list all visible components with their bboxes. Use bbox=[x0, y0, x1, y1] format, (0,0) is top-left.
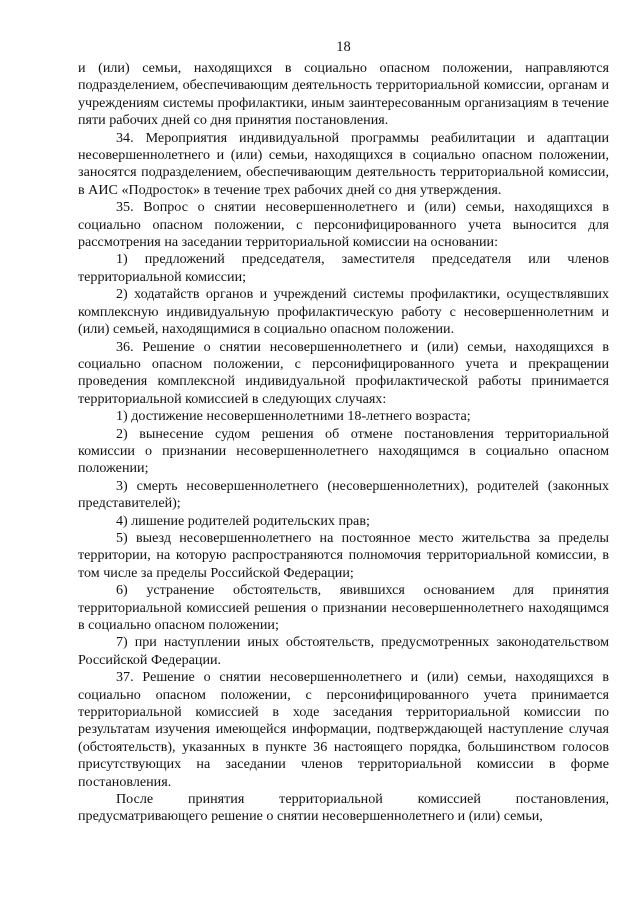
paragraph-item-35-sub-1: 1) предложений председателя, заместителя председателя или членов территориальной комиссии; bbox=[78, 251, 609, 285]
paragraph-item-34: 34. Мероприятия индивидуальной программы реабилитации и адаптации несовершеннолетнего и (или) семьи, находящихся в социально опасном положении, заносятся подразделением, обеспечивающим деятельность территориальной комиссии, в АИС «Подросток» в течение трех рабочих дней со дня утверждения. bbox=[78, 129, 609, 198]
paragraph-item-35-sub-2: 2) ходатайств органов и учреждений системы профилактики, осуществлявших комплексную индивидуальную профилактическую работу с несовершеннолетним и (или) семьей, находящимися в социально опасном положении. bbox=[78, 286, 609, 338]
paragraph-item-36-sub-2: 2) вынесение судом решения об отмене постановления территориальной комиссии о признании несовершеннолетнего находящимся в социально опасном положении; bbox=[78, 425, 609, 477]
document-page bbox=[78, 38, 609, 826]
paragraph-item-36-sub-4: 4) лишение родителей родительских прав; bbox=[116, 512, 370, 529]
paragraph-item-36: 36. Решение о снятии несовершеннолетнего и (или) семьи, находящихся в социально опасном положении, с персонифицированного учета и прекращении проведения комплексной индивидуальной профилактической работы принимается территориальной комиссией в следующих случаях: bbox=[78, 338, 609, 407]
page-number: 18 bbox=[336, 39, 351, 55]
paragraph-item-35: 35. Вопрос о снятии несовершеннолетнего и (или) семьи, находящихся в социально опасном положении, с персонифицированного учета выносится для рассмотрения на заседании территориальной комиссии на основании: bbox=[78, 199, 609, 251]
document-body bbox=[78, 60, 609, 826]
paragraph-after-37: После принятия территориальной комиссией постановления, предусматривающего решение о снятии несовершеннолетнего и (или) семьи, bbox=[78, 791, 609, 825]
paragraph-item-36-sub-6: 6) устранение обстоятельств, явившихся основанием для принятия территориальной комиссией решения о признании несовершеннолетнего находящимся в социально опасном положении; bbox=[78, 582, 609, 633]
paragraph-item-37: 37. Решение о снятии несовершеннолетнего и (или) семьи, находящихся в социально опасном положении, с персонифицированного учета принимается территориальной комиссией в ходе заседания территориальной комиссии по результатам изучения имеющейся информации, подтверждающей наступление случая (обстоятельств), указанных в пункте 36 настоящего порядка, большинством голосов присутствующих на заседании членов территориальной комиссии в форме постановления. bbox=[78, 669, 609, 790]
paragraph-item-36-sub-7: 7) при наступлении иных обстоятельств, предусмотренных законодательством Российской Федерации. bbox=[78, 634, 609, 668]
paragraph-item-36-sub-5: 5) выезд несовершеннолетнего на постоянное место жительства за пределы территории, на которую распространяются полномочия территориальной комиссии, в том числе за пределы Российской Федерации; bbox=[78, 529, 609, 581]
paragraph-item-36-sub-3: 3) смерть несовершеннолетнего (несовершеннолетних), родителей (законных представителей); bbox=[78, 477, 609, 512]
paragraph-item-36-sub-1: 1) достижение несовершеннолетними 18-летнего возраста; bbox=[116, 408, 471, 425]
paragraph-continuation: и (или) семьи, находящихся в социально опасном положении, направляются подразделением, обеспечивающим деятельность территориальной комиссии, органам и учреждениям системы профилактики, иным заинтересованным организациям в течение пяти рабочих дней со дня принятия постановления. bbox=[78, 60, 609, 129]
